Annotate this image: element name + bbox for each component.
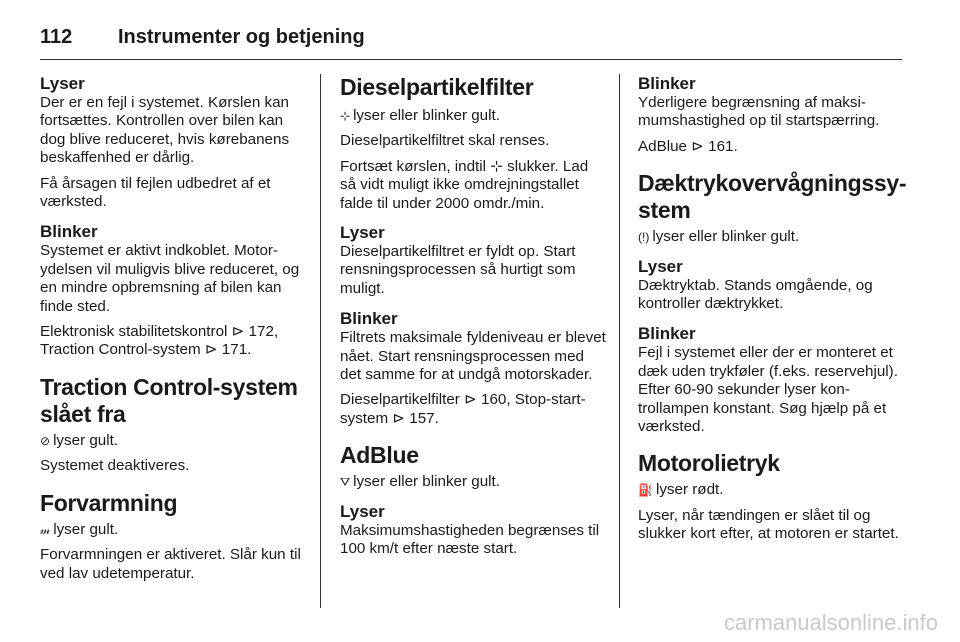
- paragraph: Dæktryktab. Stands omgående, og kontroller dæktrykket.: [638, 276, 873, 313]
- heading-lyser: Lyser: [340, 501, 385, 521]
- paragraph: Systemet deaktiveres.: [40, 457, 190, 475]
- oil-pressure-icon: ⛽: [638, 483, 653, 498]
- watermark: carmanualsonline.info: [723, 610, 938, 635]
- paragraph: Fejl i systemet eller der er monteret et dæk uden trykføler (f.eks. reservehjul). Efter 60-90 sekunder lyser kontrollampen konstant. Søg hjælp på et værksted.: [638, 344, 898, 436]
- heading-lyser: Lyser: [638, 256, 683, 276]
- paragraph: Elektronisk stabilitetskontrol ⊳ 172, Traction Control-system ⊳ 171.: [40, 323, 279, 359]
- heading-adblue: AdBlue: [340, 442, 419, 469]
- column-1: [40, 74, 306, 590]
- column-2: [340, 74, 606, 570]
- page-number: 112: [40, 25, 73, 48]
- heading-lyser: Lyser: [340, 223, 385, 243]
- paragraph: Lyser, når tændingen er slået til og slukker kort efter, at motoren er startet.: [638, 506, 899, 543]
- paragraph: Fortsæt kørslen, indtil ⊹ slukker. Lad så vidt muligt ikke omdrejningstallet falde til under 2000 omdr./min.: [340, 157, 589, 212]
- heading-traction-control: Traction Control-system slået fra: [40, 373, 298, 427]
- heading-lyser: Lyser: [40, 74, 85, 93]
- heading-blinker: Blinker: [340, 309, 398, 329]
- heading-dieselpartikelfilter: Dieselpartikelfilter: [340, 74, 534, 100]
- paragraph: Filtrets maksimale fyldeniveau er blevet nået. Start rensningsprocessen med det samme for at undgå motorskader.: [340, 329, 606, 384]
- paragraph: Dieselpartikelfilter ⊳ 160, Stop-start-system ⊳ 157.: [340, 391, 586, 427]
- heading-tpms: Dæktrykovervågningssystem: [638, 170, 907, 224]
- column-divider: [320, 74, 321, 608]
- paragraph: lyser rødt.: [655, 481, 724, 499]
- paragraph: Få årsagen til fejlen udbedret af et værksted.: [40, 174, 271, 211]
- paragraph: Yderligere begrænsning af maksimumshastighed op til startspærring.: [638, 94, 880, 130]
- column-3: [638, 74, 907, 551]
- heading-blinker: Blinker: [638, 324, 696, 344]
- paragraph: AdBlue ⊳ 161.: [638, 137, 738, 155]
- heading-motorolietryk: Motorolietryk: [638, 450, 780, 477]
- paragraph: lyser eller blinker gult.: [353, 107, 500, 124]
- paragraph: Forvarmningen er aktiveret. Slår kun til ved lav udetemperatur.: [40, 546, 301, 582]
- paragraph: Systemet er aktivt indkoblet. Motorydelsen vil muligvis blive reduceret, og en mindre opbremsning af bilen kan finde sted.: [40, 242, 300, 315]
- tire-pressure-icon: (!): [638, 230, 650, 245]
- paragraph: Dieselpartikelfiltret er fyldt op. Start rensningsprocessen så hurtigt som muligt.: [340, 243, 576, 297]
- paragraph: Dieselpartikelfiltret skal renses.: [340, 132, 550, 150]
- paragraph: lyser gult.: [53, 520, 119, 538]
- particle-filter-icon: ⊹: [340, 109, 351, 123]
- column-divider: [619, 74, 620, 608]
- heading-forvarmning: Forvarmning: [40, 489, 178, 516]
- header-divider: [40, 59, 902, 60]
- page-header: [40, 18, 920, 56]
- heading-blinker: Blinker: [40, 222, 98, 242]
- paragraph: Der er en fejl i systemet. Kørslen kan fortsættes. Kontrollen over bilen kan dog blive reduceret, hvis kørebanens beskaffenhed er dårlig.: [40, 94, 290, 167]
- heading-blinker: Blinker: [638, 74, 696, 93]
- traction-control-off-icon: ⊘: [40, 433, 51, 448]
- glow-plug-icon: 𝓂: [40, 522, 51, 537]
- paragraph: lyser gult.: [53, 431, 119, 449]
- page-title: Instrumenter og betjening: [118, 25, 365, 48]
- paragraph: lyser eller blinker gult.: [353, 473, 500, 491]
- paragraph: Maksimumshastigheden begrænses til 100 km/t efter næste start.: [340, 521, 600, 558]
- paragraph: lyser eller blinker gult.: [652, 228, 800, 246]
- adblue-icon: ⛛: [340, 475, 351, 490]
